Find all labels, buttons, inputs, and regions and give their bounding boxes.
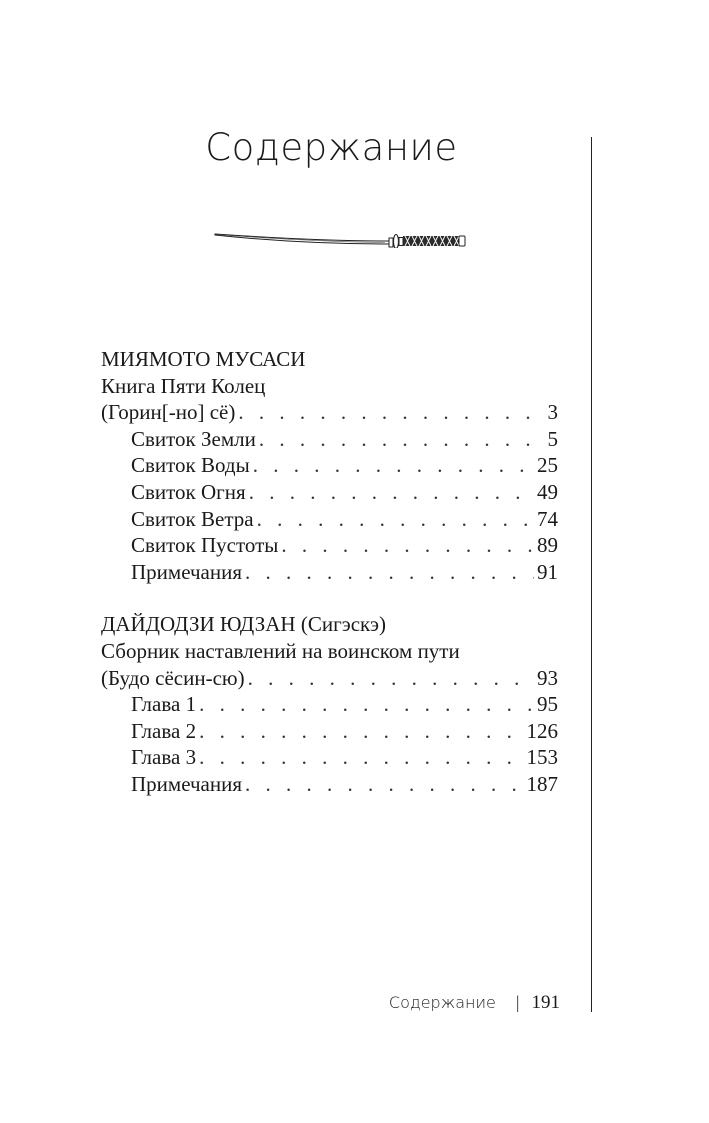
- toc-entry[interactable]: [101, 665, 558, 692]
- page-number: 187: [526, 771, 558, 796]
- entry-label: Примечания: [131, 771, 243, 796]
- footer-separator: |: [515, 992, 520, 1012]
- book-title-line: Сборник наставлений на воинском пути: [101, 638, 460, 663]
- entry-label: Глава 1: [131, 692, 197, 717]
- toc-entry[interactable]: [101, 559, 558, 586]
- toc-book-title: [101, 373, 558, 400]
- dot-leader: [238, 399, 541, 426]
- page-number: 95: [537, 692, 558, 717]
- entry-label: Свиток Пустоты: [131, 533, 279, 558]
- entry-label: Свиток Огня: [131, 479, 246, 504]
- katana-sword-icon: [213, 224, 467, 248]
- page-number: 3: [547, 400, 558, 425]
- toc-entry[interactable]: [101, 479, 558, 506]
- entry-label: Свиток Ветра: [131, 506, 254, 531]
- book-title-line: (Будо сёсин-сю): [101, 665, 245, 690]
- dot-leader: [199, 744, 523, 771]
- toc-author-heading: [101, 611, 558, 638]
- toc-entry[interactable]: [101, 506, 558, 533]
- toc-entry[interactable]: [101, 452, 558, 479]
- toc-book-title: [101, 638, 558, 665]
- dot-leader: [257, 506, 534, 533]
- book-title-line: (Горин[-но] сё): [101, 400, 236, 425]
- entry-label: Свиток Воды: [131, 453, 250, 478]
- toc-entry[interactable]: [101, 426, 558, 453]
- page-number: 91: [537, 559, 558, 584]
- dot-leader: [199, 718, 523, 745]
- footer-page-number: 191: [531, 992, 560, 1013]
- section-spacer: [101, 585, 558, 611]
- author-name: МИЯМОТО МУСАСИ: [101, 347, 306, 371]
- entry-label: Свиток Земли: [131, 426, 256, 451]
- dot-leader: [248, 665, 534, 692]
- page-number: 89: [537, 533, 558, 558]
- page-edge-rule: [591, 137, 592, 1012]
- page-number: 25: [537, 453, 558, 478]
- footer-section-name: Содержание: [388, 993, 496, 1012]
- page-number: 153: [526, 745, 558, 770]
- toc-entry[interactable]: [101, 532, 558, 559]
- table-of-contents: [101, 346, 558, 798]
- entry-label: Примечания: [131, 559, 243, 584]
- toc-entry[interactable]: [101, 718, 558, 745]
- dot-leader: [245, 559, 534, 586]
- toc-author-heading: [101, 346, 558, 373]
- dot-leader: [259, 426, 541, 453]
- page-number: 126: [526, 718, 558, 743]
- author-name: ДАЙДОДЗИ ЮДЗАН (Сигэскэ): [101, 612, 386, 637]
- page-number: 49: [537, 479, 558, 504]
- dot-leader: [199, 691, 534, 718]
- toc-entry[interactable]: [101, 744, 558, 771]
- page-number: 74: [537, 506, 558, 531]
- entry-label: Глава 3: [131, 745, 197, 770]
- page-number: 93: [537, 665, 558, 690]
- dot-leader: [281, 532, 534, 559]
- toc-entry[interactable]: [101, 771, 558, 798]
- dot-leader: [245, 771, 523, 798]
- toc-entry[interactable]: [101, 399, 558, 426]
- toc-entry[interactable]: [101, 691, 558, 718]
- book-title-line: Книга Пяти Колец: [101, 373, 266, 398]
- running-footer: [0, 992, 560, 1014]
- dot-leader: [253, 452, 534, 479]
- page-number: 5: [547, 426, 558, 451]
- entry-label: Глава 2: [131, 718, 197, 743]
- dot-leader: [249, 479, 534, 506]
- page-title: Содержание: [205, 126, 458, 169]
